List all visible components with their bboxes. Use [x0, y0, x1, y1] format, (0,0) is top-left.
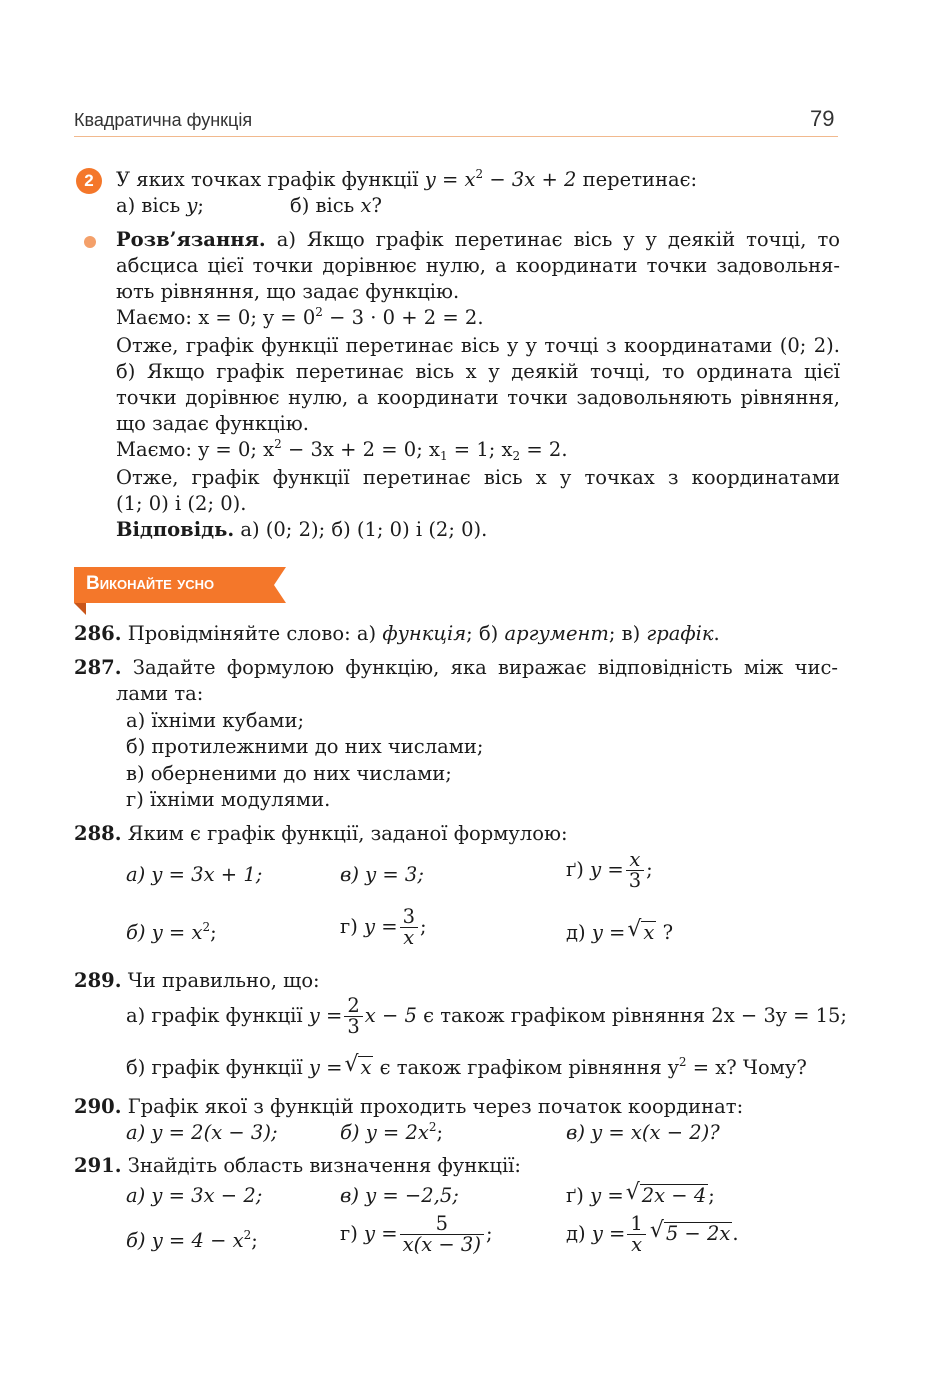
exercise-288-d: д) y = √ x ?	[566, 917, 674, 944]
exercise-287-item-a: а) їхніми кубами;	[126, 709, 305, 732]
exercise-288-b: б) $y = x^2$;	[126, 920, 217, 944]
example-badge: 2	[76, 168, 102, 194]
solution-line-7: точки дорівнює нулю, а координати точки задовольняють рівняння,	[116, 386, 840, 409]
solution-line-3: ють рівняння, що задає функцію.	[116, 280, 460, 303]
exercise-287-item-c: в) оберненими до них числами;	[126, 762, 452, 785]
exercise-290-b: б) $y = 2x^2$;	[340, 1120, 444, 1144]
banner	[74, 567, 292, 621]
solution-line-9: Маємо: y = 0; $x^2 - 3x + 2 = 0$; $x_1 = 1$; $x_2 = 2$.	[116, 437, 568, 463]
exercise-291-a: а) y = 3x − 2;	[126, 1184, 263, 1207]
banner-label: Виконайте усно	[86, 573, 215, 594]
exercise-289-b: б) графік функції y = √ x є також графіком рівняння $y^2 = x$? Чому?	[126, 1052, 807, 1079]
exercise-289-a: а) графік функції y = $\frac{2}{3}$ x − 5 є також графіком рівняння 2x − 3y = 15;	[126, 994, 847, 1038]
section-title: Квадратична функція	[74, 110, 253, 130]
solution-line-5: Отже, графік функції перетинає вісь y у точці з координатами (0; 2).	[116, 334, 840, 357]
solution-line-4: Маємо: x = 0; $y = 0^2 - 3 \cdot 0 + 2 = 2$.	[116, 305, 484, 329]
exercise-287: 287. Задайте формулою функцію, яка виражає відповідність між чис-	[74, 656, 838, 679]
exercise-291: 291. Знайдіть область визначення функції:	[74, 1154, 521, 1177]
example-question: У яких точках графік функції $y = x^2 - 3x + 2$ перетинає:	[116, 167, 698, 191]
solution-line-6: б) Якщо графік перетинає вісь x у деякій точці, то ордината цієї	[116, 360, 840, 383]
solution-line-2: абсциса цієї точки дорівнює нулю, а координати точки задовольня-	[116, 254, 840, 277]
solution-bullet	[84, 236, 96, 248]
exercise-287-item-d: г) їхніми модулями.	[126, 788, 331, 811]
exercise-288-a: а) y = 3x + 1;	[126, 863, 263, 886]
exercise-291-v: в) y = −2,5;	[340, 1184, 459, 1207]
example-option-b: б) вісь x?	[290, 194, 382, 217]
exercise-291-b: б) $y = 4 - x^2$;	[126, 1228, 258, 1252]
solution-line-11: (1; 0) і (2; 0).	[116, 492, 247, 515]
exercise-288-g: ґ) y = $\frac{x}{3}$ ;	[566, 848, 653, 892]
example-option-a: а) вісь y;	[116, 194, 204, 217]
solution-line-8: що задає функцію.	[116, 412, 309, 435]
exercise-287-item-b: б) протилежними до них числами;	[126, 735, 484, 758]
solution-line-1: Розв’язання. а) Якщо графік перетинає вісь y у деякій точці, то	[116, 228, 840, 251]
exercise-287-line-2: лами та:	[116, 682, 204, 705]
exercise-290: 290. Графік якої з функцій проходить через початок координат:	[74, 1095, 744, 1118]
exercise-291-d: д) y = $\frac{1}{x}$ √ 5 − 2x .	[566, 1212, 739, 1256]
exercise-289: 289. Чи правильно, що:	[74, 969, 320, 992]
exercise-290-a: а) y = 2(x − 3);	[126, 1121, 278, 1144]
exercise-290-v: в) y = x(x − 2)?	[566, 1121, 720, 1144]
exercise-291-g: ґ) y = √ 2x − 4 ;	[566, 1180, 715, 1207]
solution-line-10: Отже, графік функції перетинає вісь x у точках з координатами	[116, 466, 840, 489]
exercise-288: 288. Яким є графік функції, заданої формулою:	[74, 822, 568, 845]
exercise-286: 286. Провідміняйте слово: а) функція; б) аргумент; в) графік.	[74, 622, 720, 645]
exercise-288-h: г) y = $\frac{3}{x}$ ;	[340, 905, 427, 949]
exercise-288-v: в) y = 3;	[340, 863, 424, 886]
header-rule	[74, 136, 838, 137]
exercise-291-h: г) y = $\frac{5}{x(x - 3)}$ ;	[340, 1212, 493, 1256]
page-number: 79	[810, 106, 835, 131]
answer-line: Відповідь. а) (0; 2); б) (1; 0) і (2; 0).	[116, 518, 488, 541]
